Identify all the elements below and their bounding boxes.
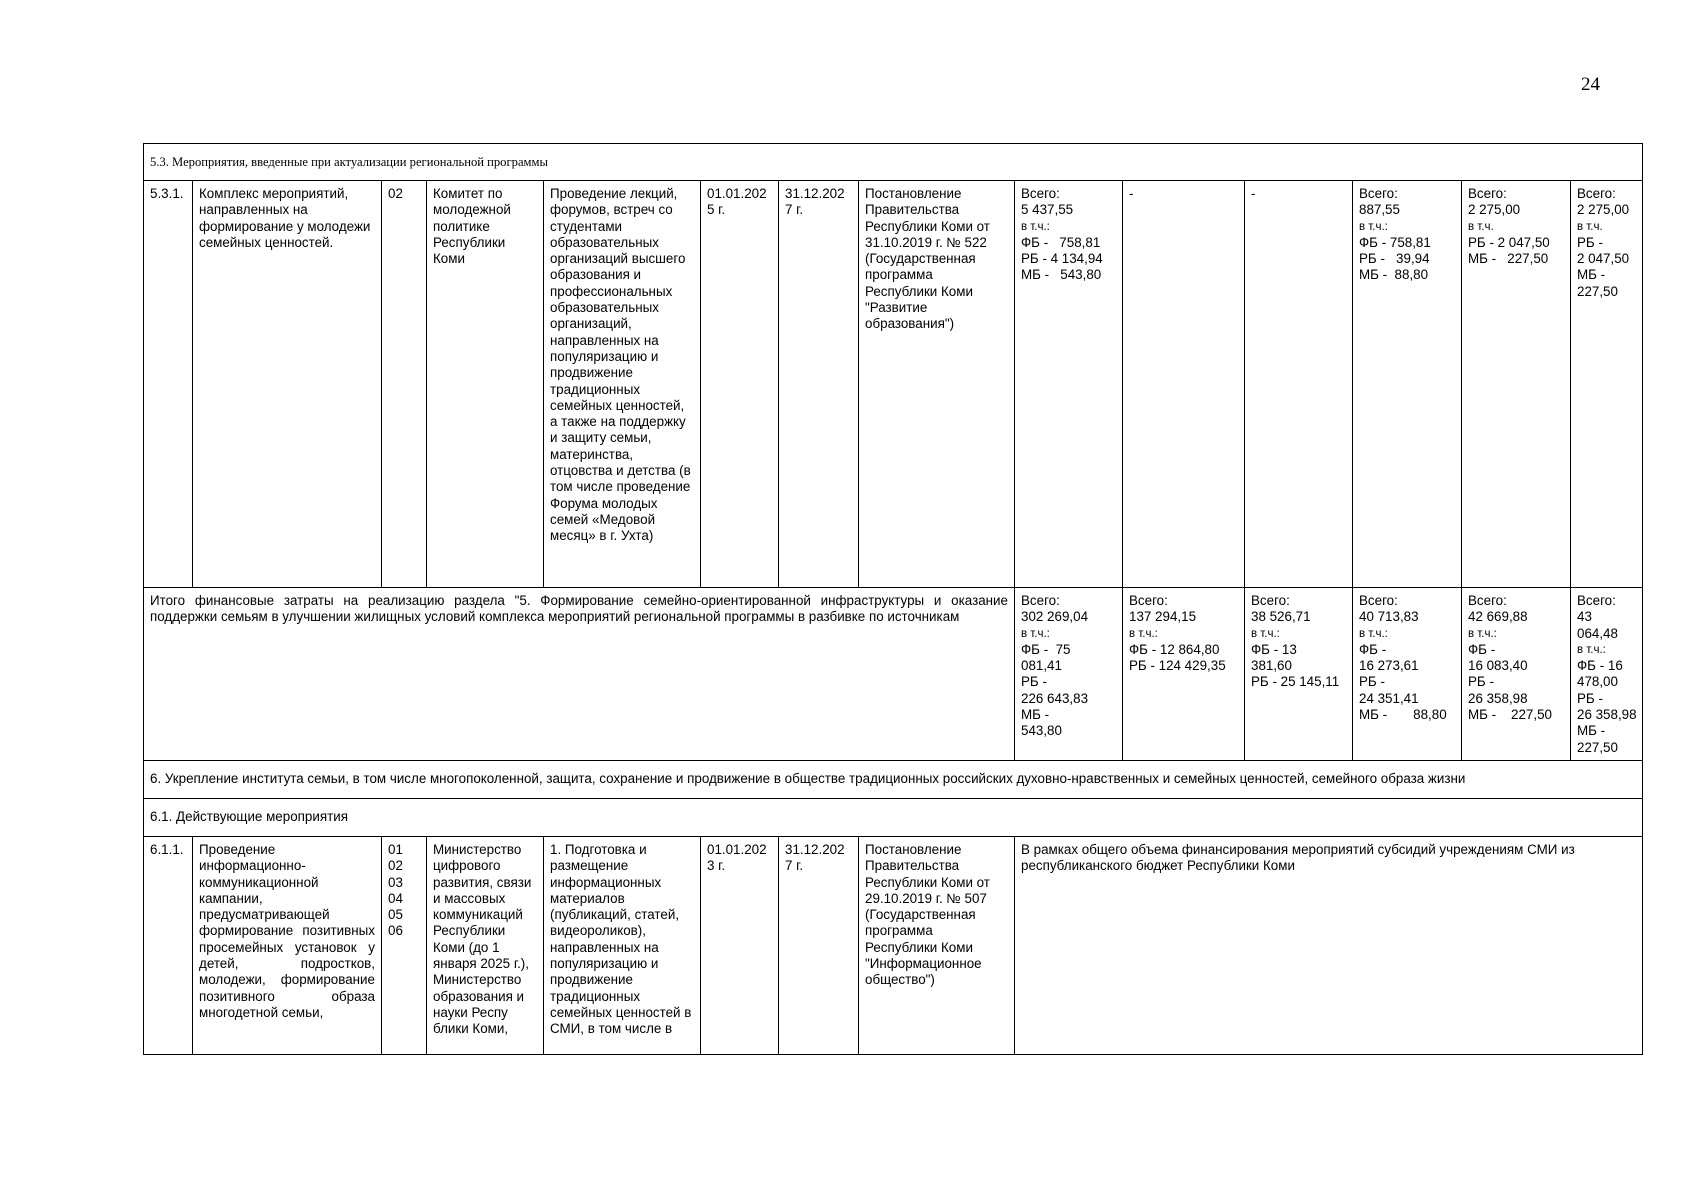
- funding-value: 137 294,15: [1129, 609, 1197, 625]
- program-table: [143, 143, 1643, 1055]
- end-date: 31.12.202 7 г.: [779, 836, 859, 1054]
- start-date: 01.01.202 5 г.: [701, 181, 779, 588]
- funding-breakdown: ФБ - 75 081,41 РБ - 226 643,83 МБ - 543,80: [1021, 641, 1089, 739]
- funding-2027: [1571, 181, 1643, 588]
- funding-2025: [1353, 181, 1462, 588]
- funding-value: 43 064,48: [1577, 609, 1618, 641]
- totals-2023: [1123, 588, 1245, 761]
- funding-label: Всего:: [1468, 593, 1507, 608]
- funding-breakdown: ФБ - 13 381,60 РБ - 25 145,11: [1251, 641, 1340, 690]
- funding-label: Всего:: [1359, 186, 1398, 201]
- funding-incl: в т.ч.:: [1359, 220, 1388, 233]
- funding-breakdown: ФБ - 758,81 РБ - 39,94 МБ - 88,80: [1359, 234, 1431, 283]
- section-5-3-heading: 5.3. Мероприятия, введенные при актуализации региональной программы: [144, 144, 1643, 181]
- funding-label: Всего:: [1577, 186, 1616, 201]
- row-number: 5.3.1.: [144, 181, 193, 588]
- funding-incl: в т.ч.:: [1129, 627, 1158, 640]
- totals-2024: [1245, 588, 1353, 761]
- funding-breakdown: РБ - 2 047,50 МБ - 227,50: [1577, 234, 1630, 299]
- totals-2025: [1353, 588, 1462, 761]
- funding-label: Всего:: [1359, 593, 1398, 608]
- task-codes: 02: [382, 181, 427, 588]
- funding-incl: в т.ч.:: [1577, 643, 1606, 656]
- financing-note: В рамках общего объема финансирования мероприятий субсидий учреждениям СМИ из республиканского бюджет Республики Коми: [1015, 836, 1643, 1054]
- section-heading-row: [144, 144, 1643, 181]
- totals-2026: [1462, 588, 1571, 761]
- row-number: 6.1.1.: [144, 836, 193, 1054]
- funding-incl: в т.ч.: [1468, 220, 1494, 233]
- end-date: 31.12.202 7 г.: [779, 181, 859, 588]
- table-row: [144, 181, 1643, 588]
- funding-breakdown: РБ - 2 047,50 МБ - 227,50: [1468, 234, 1550, 267]
- legal-basis: Постановление Правительства Республики Коми от 31.10.2019 г. № 522 (Государственная программа Республики Коми "Развитие образования"): [859, 181, 1015, 588]
- funding-value: 2 275,00: [1468, 202, 1521, 218]
- funding-incl: в т.ч.:: [1021, 627, 1050, 640]
- totals-label: Итого финансовые затраты на реализацию раздела "5. Формирование семейно-ориентированной инфраструктуры и оказание поддержки семьям в улучшении жилищных условий комплекса мероприятий региональной программы в разбивке по источникам: [144, 588, 1015, 761]
- executor: Министерство цифрового развития, связи и массовых коммуникаций Республики Коми (до 1 января 2025 г.), Министерство образования и науки Респу блики Коми,: [427, 836, 544, 1054]
- funding-2024: -: [1245, 181, 1353, 588]
- start-date: 01.01.202 3 г.: [701, 836, 779, 1054]
- funding-incl: в т.ч.:: [1021, 220, 1050, 233]
- funding-label: Всего:: [1129, 593, 1168, 608]
- funding-label: Всего:: [1468, 186, 1507, 201]
- funding-total: [1015, 181, 1123, 588]
- funding-value: 42 669,88: [1468, 609, 1528, 625]
- legal-basis: Постановление Правительства Республики Коми от 29.10.2019 г. № 507 (Государственная программа Республики Коми "Информационное общество"): [859, 836, 1015, 1054]
- funding-value: 2 275,00: [1577, 202, 1630, 218]
- funding-value: 40 713,83: [1359, 609, 1419, 625]
- funding-incl: в т.ч.:: [1468, 627, 1497, 640]
- funding-2026: [1462, 181, 1571, 588]
- funding-incl: в т.ч.:: [1251, 627, 1280, 640]
- subsection-heading-row: [144, 798, 1643, 836]
- funding-breakdown: ФБ - 16 083,40 РБ - 26 358,98 МБ - 227,50: [1468, 641, 1552, 723]
- funding-label: Всего:: [1021, 186, 1060, 201]
- section-heading-row: [144, 760, 1643, 798]
- funding-value: 38 526,71: [1251, 609, 1311, 625]
- measure-content: Проведение лекций, форумов, встреч со студентами образовательных организаций высшего образования и профессиональных образовательных организаций, направленных на популяризацию и продвижение традиционных семейных ценностей, а также на поддержку и защиту семьи, материнства, отцовства и детства (в том числе проведение Форума молодых семей «Медовой месяц» в г. Ухта): [544, 181, 701, 588]
- funding-label: Всего:: [1021, 593, 1060, 608]
- funding-label: Всего:: [1577, 593, 1616, 608]
- table-row: [144, 836, 1643, 1054]
- measure-name: Комплекс мероприятий, направленных на формирование у молодежи семейных ценностей.: [193, 181, 382, 588]
- funding-value: 302 269,04: [1021, 609, 1089, 625]
- page-number: 24: [1581, 74, 1600, 95]
- funding-incl: в т.ч.:: [1359, 627, 1388, 640]
- funding-breakdown: ФБ - 758,81 РБ - 4 134,94 МБ - 543,80: [1021, 234, 1103, 283]
- funding-value: 887,55: [1359, 202, 1400, 218]
- funding-breakdown: ФБ - 16 273,61 РБ - 24 351,41 МБ - 88,80: [1359, 641, 1447, 723]
- totals-total: [1015, 588, 1123, 761]
- funding-value: 5 437,55: [1021, 202, 1074, 218]
- section-6-1-heading: 6.1. Действующие мероприятия: [144, 798, 1643, 836]
- funding-2023: -: [1123, 181, 1245, 588]
- funding-label: Всего:: [1251, 593, 1290, 608]
- task-codes: 01 02 03 04 05 06: [382, 836, 427, 1054]
- executor: Комитет по молодежной политике Республики Коми: [427, 181, 544, 588]
- funding-breakdown: ФБ - 16 478,00 РБ - 26 358,98 МБ - 227,50: [1577, 658, 1637, 755]
- funding-breakdown: ФБ - 12 864,80 РБ - 124 429,35: [1129, 641, 1226, 674]
- totals-2027: [1571, 588, 1643, 761]
- measure-name: Проведение информационно-коммуникационной кампании, предусматривающей формирование позитивных просемейных установок у детей, подростков, молодежи, формирование позитивного образа многодетной семьи,: [193, 836, 382, 1054]
- totals-row: [144, 588, 1643, 761]
- funding-incl: в т.ч.: [1577, 220, 1603, 233]
- measure-content: 1. Подготовка и размещение информационных материалов (публикаций, статей, видеороликов), направленных на популяризацию и продвижение традиционных семейных ценностей в СМИ, в том числе в: [544, 836, 701, 1054]
- section-6-heading: 6. Укрепление института семьи, в том числе многопоколенной, защита, сохранение и продвижение в обществе традиционных российских духовно-нравственных и семейных ценностей, семейного образа жизни: [144, 760, 1643, 798]
